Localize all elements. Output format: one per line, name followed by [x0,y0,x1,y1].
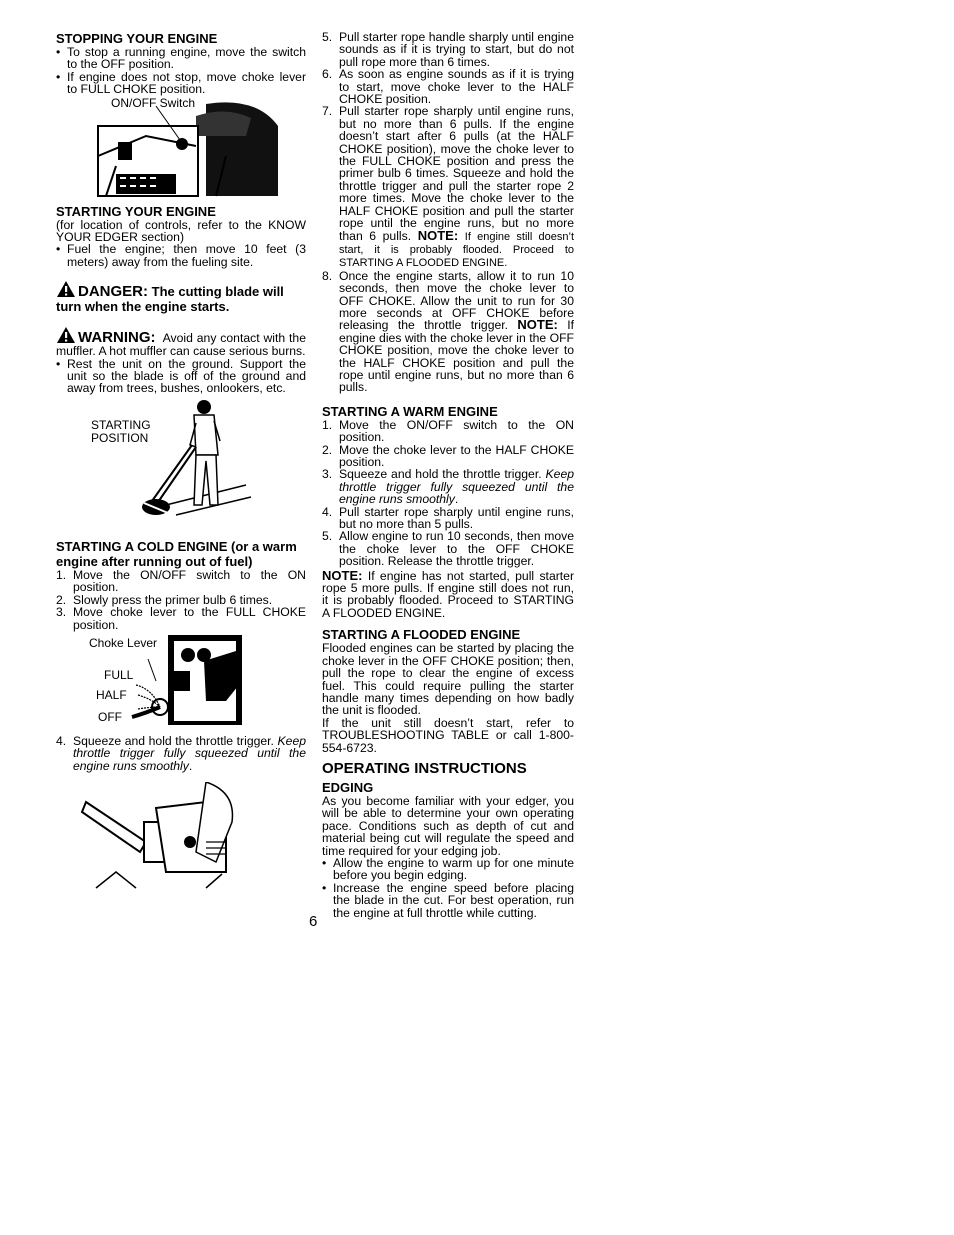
list-item: 7. Pull starter rope sharply until engine runs, but no more than 6 pulls. If the engine doesn’t start after 6 pulls (at the HALF CHOKE position), move the choke lever to the FULL CHOKE position and press the primer bulb 6 times. Squeeze and hold the throttle trigger and pull the starter rope 2 more times. Move the choke lever to the HALF CHOKE position and pull the starter rope until the engine runs, but no more than 6 pulls. NOTE: If engine still doesn’t start, it is probably flooded. Proceed to STARTING A FLOODED ENGINE. [322,104,575,270]
on-off-switch-label: ON/OFF Switch [111,95,196,110]
warm-steps-list [322,419,574,568]
starting-intro: (for location of controls, refer to the KNOW YOUR EDGER section) [56,217,306,245]
right-column [322,31,574,919]
flooded-paragraph-2: If the unit still doesn’t start, refer to TROUBLESHOOTING TABLE or call 1-800-554-6723. [322,715,574,755]
starting-position-figure [56,395,306,535]
stopping-heading: STOPPING YOUR ENGINE [56,31,218,46]
list-item: 1. Move the ON/OFF switch to the ON position. [322,417,574,445]
flooded-engine-heading: STARTING A FLOODED ENGINE [322,627,521,643]
warning-triangle-icon [56,326,76,344]
engine-switch-illustration [56,96,286,202]
list-item: • Allow the engine to warm up for one minute before you begin edging. [322,855,574,883]
on-off-switch-figure [56,96,306,202]
list-item: 2. Move the choke lever to the HALF CHOKE position. [322,442,574,469]
list-item: • Rest the unit on the ground. Support the unit so the blade is off of the ground and away from trees, bushes, onlookers, etc. [56,356,306,396]
list-item: 8. Once the engine starts, allow it to run 10 seconds, then move the choke lever to OFF CHOKE. Allow the unit to run for 30 more seconds at OFF CHOKE before releasing the throttle trigger. NOTE: If engine dies with the choke lever in the OFF CHOKE position, move the choke lever to the HALF CHOKE position and pull the rope until engine runs, but no more than 6 pulls. [322,268,575,395]
warning-text: Avoid any contact with the muffler. A hot muffler can cause serious burns. [56,331,306,359]
list-item: • If engine does not stop, move choke lever to FULL CHOKE position. [56,69,306,97]
danger-notice [56,280,306,314]
warm-engine-heading: STARTING A WARM ENGINE [322,403,498,419]
cold-steps-list-continued [56,735,306,772]
cold-engine-heading: STARTING A COLD ENGINE (or a warm engine after running out of fuel) [56,538,297,569]
choke-lever-label: Choke Lever [89,635,158,650]
edging-list [322,857,574,919]
list-item: 5. Pull starter rope handle sharply until engine sounds as if it is trying to start, but do not pull rope more than 6 times. [322,30,574,69]
list-item: • Fuel the engine; then move 10 feet (3 meters) away from the fueling site. [56,242,306,269]
list-item: 4. Pull starter rope sharply until engine runs, but no more than 5 pulls. [322,504,574,532]
danger-label: DANGER: [78,283,148,301]
note-label: NOTE: [417,227,459,243]
list-item: 2. Slowly press the primer bulb 6 times. [56,592,273,607]
danger-text: The cutting blade will turn when the engine starts. [56,284,284,315]
left-column [56,31,306,890]
stopping-list [56,46,306,96]
list-item: 3. Squeeze and hold the throttle trigger. Keep throttle trigger fully squeezed until the engine runs smoothly. [322,467,574,507]
edging-paragraph: As you become familiar with your edger, you will be able to determine your own operating pace. Conditions such as depth of cut and material being cut will regulate the speed and time required for your edging job. [322,793,574,858]
warning-notice [56,326,306,395]
note-label: NOTE: [322,567,363,583]
list-item: 4. Squeeze and hold the throttle trigger. Keep throttle trigger fully squeezed until the engine runs smoothly. [56,733,306,773]
choke-off-label: OFF [98,709,122,724]
operator-illustration [56,395,306,535]
primer-bulb-illustration [56,782,306,890]
choke-full-label: FULL [104,667,134,682]
list-item: • Increase the engine speed before placing the blade in the cut. For best operation, run the engine at full throttle while cutting. [322,880,574,920]
starting-list [56,243,306,268]
edging-heading: EDGING [322,779,374,795]
list-item: 1. Move the ON/OFF switch to the ON position. [56,567,306,595]
cold-steps-list-right [322,31,574,394]
starting-label-1: STARTING [91,417,151,432]
operating-instructions-heading: OPERATING INSTRUCTIONS [322,759,527,777]
flooded-paragraph-1: Flooded engines can be started by placing the choke lever in the OFF CHOKE position; then, pull the rope to clear the engine of excess fuel. This could require pulling the starter handle many times depending on how badly the unit is flooded. [322,641,574,718]
primer-figure [56,782,306,890]
warning-triangle-icon [56,280,76,298]
choke-half-label: HALF [96,687,127,702]
cold-steps-list [56,569,306,631]
warning-list [56,358,306,395]
list-item: • To stop a running engine, move the switch to the OFF position. [56,45,306,72]
starting-heading: STARTING YOUR ENGINE [56,203,216,219]
list-item: 3. Move choke lever to the FULL CHOKE position. [56,605,306,632]
note-label: NOTE: [517,317,558,333]
page-number: 6 [309,913,318,930]
list-item: 5. Allow engine to run 10 seconds, then move the choke lever to the OFF CHOKE position. Release the throttle trigger. [322,529,574,569]
list-item: 6. As soon as engine sounds as if it is trying to start, move choke lever to the HALF CHOKE position. [322,67,574,107]
warm-note: NOTE: If engine has not started, pull starter rope 5 more pulls. If engine still does not run, it is probably flooded. Proceed to STARTING A FLOODED ENGINE. [322,567,575,620]
warning-label: WARNING: [78,329,156,347]
starting-label-2: POSITION [91,430,149,445]
choke-lever-figure [56,631,306,735]
